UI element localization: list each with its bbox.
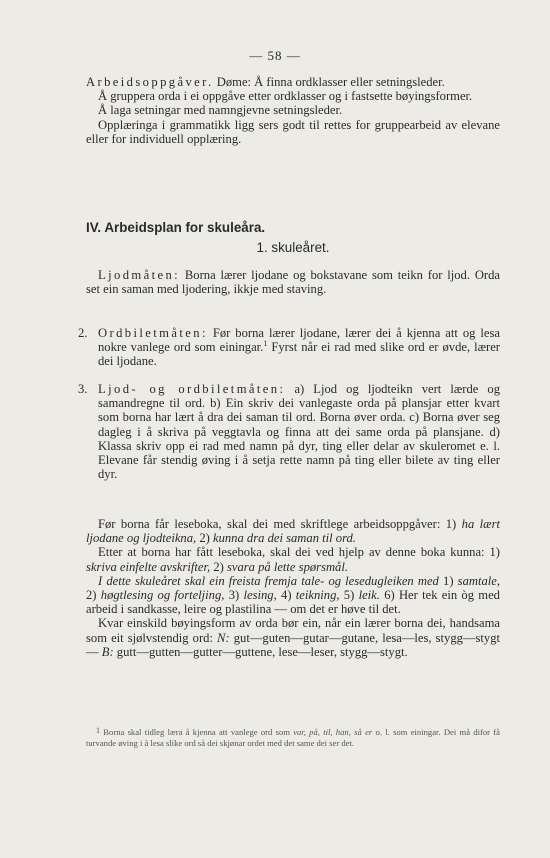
- paragraph-text: 1): [443, 573, 454, 588]
- footnote-marker: 1: [96, 726, 100, 735]
- paragraph-text: 3): [228, 588, 240, 603]
- footnote-text-part: o. l. som einingar. Dei må difor få turvande øving i å lesa slike ord så dei skjønar ordet med det same dei ser det.: [86, 727, 500, 748]
- paragraph-text: a) Ljod og ljodteikn vert lærde og samandregne til ord. b) Ein skriv dei vanlegaste orda på plansjar etter kvart som borna har lært å dra dei saman til ord. Borna øver orda. c) Borna øver seg dagleg i å skriva på veggtavla og finna att dei same orda på plansjane. d) Klassa skriv opp ei rad med namn på dyr, ting eller delar av skuleromet e. l. Elevane får stendig øving i å setja rette namn på ting eller bilete av ting eller dyr.: [98, 382, 500, 482]
- list-item: [78, 326, 500, 369]
- item-number: 2.: [78, 326, 88, 340]
- italic-text: samtale,: [457, 573, 500, 588]
- italic-text: høgtlesing og forteljing,: [100, 588, 225, 603]
- italic-text: kunna dra dei saman til ord.: [213, 531, 356, 546]
- italic-text: I dette skuleåret skal ein freista fremja tale- og lesedugleiken med: [98, 573, 439, 588]
- paragraph-text: Før borna får leseboka, skal dei med skriftlege arbeidsoppgåver: 1): [98, 517, 457, 531]
- lead-term: Arbeidsoppgåver.: [86, 75, 214, 89]
- paragraph-text: Fyrst når ei rad med slike ord er øvde, lærer dei ljodane.: [98, 340, 500, 369]
- section-subheading: 1. skuleåret.: [256, 240, 330, 256]
- italic-text: leik.: [358, 588, 380, 603]
- paragraph: [78, 326, 500, 369]
- paragraph-text: 4): [281, 588, 292, 603]
- section-block: [86, 221, 500, 255]
- top-block: [86, 75, 500, 146]
- footnote-text-part: Borna skal tidleg læra å kjenna att vanlege ord som: [103, 727, 290, 737]
- paragraph: Å laga setningar med namngjevne setningsleder.: [98, 103, 343, 118]
- footnote-marker: 1: [263, 339, 268, 349]
- body-paragraphs: [86, 517, 500, 659]
- paragraph: [86, 545, 500, 573]
- paragraph: [86, 574, 500, 617]
- italic-text: skriva einfelte avskrifter,: [86, 559, 211, 574]
- paragraph: [86, 517, 500, 545]
- italic-text: svara på lette spørsmål.: [226, 559, 349, 574]
- paragraph-text: gutt—gutten—gutter—guttene, lese—leser, stygg—stygt.: [116, 644, 408, 659]
- italic-text: B:: [101, 644, 114, 659]
- italic-text: teikning,: [295, 588, 340, 603]
- paragraph: Å gruppera orda i ei oppgåve etter ordklasser og i fastsette bøyingsformer.: [98, 89, 473, 104]
- list-item: [78, 382, 500, 482]
- paragraph-text: 5): [343, 588, 355, 603]
- section-heading: IV. Arbeidsplan for skuleåra.: [86, 220, 266, 235]
- paragraph-text: 2): [199, 531, 210, 546]
- paragraph-text: Borna lærer ljodane og bokstavane som teikn for ljod. Orda set ein saman med ljodering, ikkje med staving.: [86, 268, 500, 297]
- item-number: 3.: [78, 382, 88, 396]
- lead-term: Ordbiletmåten:: [98, 326, 208, 340]
- italic-text: N:: [217, 630, 230, 645]
- paragraph-text: 2): [86, 588, 97, 603]
- paragraph-arbeidsoppgaver: [86, 75, 500, 89]
- paragraph-text: 6) Her tek ein òg med arbeid i sandkasse, leire og plastilina — om det er høve til det.: [86, 588, 500, 617]
- list-item: [86, 268, 500, 296]
- lead-term: Ljodmåten:: [98, 268, 181, 282]
- page-number: — 58 —: [249, 48, 301, 63]
- italic-text: lesing,: [243, 588, 277, 603]
- paragraph: [86, 616, 500, 659]
- paragraph-text: 2): [213, 559, 224, 574]
- paragraph: [86, 268, 500, 296]
- paragraph-text: Døme: Å finna ordklasser eller setningsleder.: [216, 75, 445, 89]
- paragraph-text: Kvar einskild bøyingsform av orda bør ein, når ein lærer borna dei, handsama som eit sjølvstendig ord:: [86, 616, 500, 645]
- italic-text: var, på, til, han, så er: [293, 727, 373, 737]
- paragraph-text: gut—guten—gutar—gutane, lesa—les, stygg—stygt —: [86, 630, 500, 659]
- footnote: [86, 727, 500, 749]
- paragraph-text: Etter at borna har fått leseboka, skal dei ved hjelp av denne boka kunna: 1): [98, 545, 500, 560]
- paragraph: [78, 382, 500, 482]
- paragraph-text: Før borna lærer ljodane, lærer dei å kjenna att og lesa nokre vanlege ord som einingar.: [98, 326, 500, 355]
- lead-term: Ljod- og ordbiletmåten:: [98, 382, 286, 396]
- footnote-text: [86, 727, 500, 749]
- italic-text: ha lært ljodane og ljodteikna,: [86, 517, 500, 546]
- paragraph: Opplæringa i grammatikk ligg sers godt til rettes for gruppearbeid av elevane eller for individuell opplæring.: [86, 117, 500, 146]
